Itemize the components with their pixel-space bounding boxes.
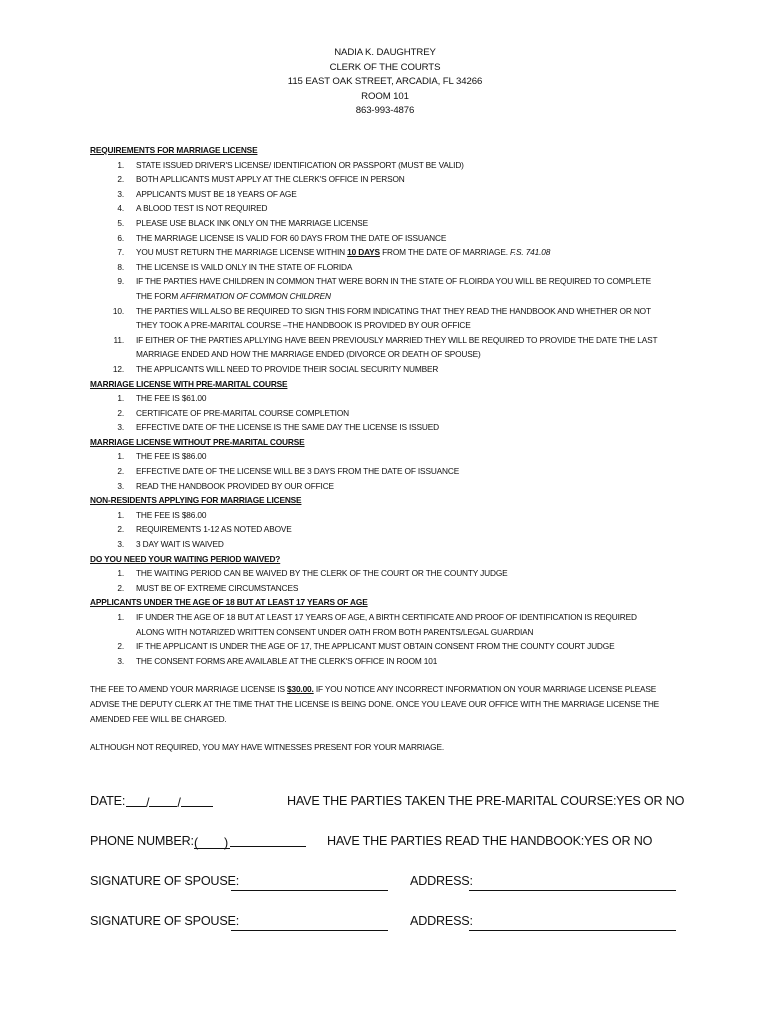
- list-item: 2. IF THE APPLICANT IS UNDER THE AGE OF 17, THE APPLICANT MUST OBTAIN CONSENT FROM THE COUNTY COURT JUDGE: [117, 641, 615, 652]
- date-month-blank[interactable]: [126, 794, 146, 807]
- date-day-blank[interactable]: [149, 794, 177, 807]
- list-item: 1. THE FEE IS $86.00: [117, 451, 207, 462]
- section-heading-non-residents: NON-RESIDENTS APPLYING FOR MARRIAGE LICENSE: [90, 495, 302, 506]
- clerk-header: [0, 46, 770, 119]
- address-spouse-1-field[interactable]: [469, 878, 676, 891]
- premarital-course-yes-or-no[interactable]: YES OR NO: [616, 794, 685, 808]
- list-item: 12. THE APPLICANTS WILL NEED TO PROVIDE THEIR SOCIAL SECURITY NUMBER: [112, 363, 439, 374]
- phone-field[interactable]: [194, 834, 306, 850]
- list-item: 2. REQUIREMENTS 1-12 AS NOTED ABOVE: [117, 524, 292, 535]
- list-item: 1. THE FEE IS $86.00: [117, 509, 207, 520]
- list-item: 2. EFFECTIVE DATE OF THE LICENSE WILL BE 3 DAYS FROM THE DATE OF ISSUANCE: [117, 466, 460, 477]
- handbook-yes-or-no[interactable]: YES OR NO: [584, 834, 653, 848]
- list-item: 1. THE WAITING PERIOD CAN BE WAIVED BY THE CLERK OF THE COURT OR THE COUNTY JUDGE: [117, 568, 508, 579]
- return-deadline: 10 DAYS: [347, 247, 380, 258]
- section-heading-with-course: MARRIAGE LICENSE WITH PRE-MARITAL COURSE: [90, 378, 288, 389]
- list-item: 3. THE CONSENT FORMS ARE AVAILABLE AT THE CLERK'S OFFICE IN ROOM 101: [117, 655, 438, 666]
- phone-label: PHONE NUMBER:: [90, 834, 194, 848]
- form-name: AFFIRMATION OF COMMON CHILDREN: [180, 290, 331, 301]
- address-label: ADDRESS:: [410, 874, 473, 888]
- signature-spouse-1-field[interactable]: [231, 878, 388, 891]
- clerk-office: CLERK OF THE COURTS: [329, 61, 441, 73]
- list-item: 2. CERTIFICATE OF PRE-MARITAL COURSE COMPLETION: [117, 407, 349, 418]
- list-item: 2. MUST BE OF EXTREME CIRCUMSTANCES: [117, 582, 299, 593]
- address-label: ADDRESS:: [410, 914, 473, 928]
- list-item: 4. A BLOOD TEST IS NOT REQUIRED: [117, 203, 268, 214]
- requirements-content: [90, 143, 680, 755]
- section-heading-waiting-period: DO YOU NEED YOUR WAITING PERIOD WAIVED?: [90, 553, 281, 564]
- address-spouse-2-field[interactable]: [469, 918, 676, 931]
- amend-fee: $30.00.: [287, 684, 314, 695]
- date-field[interactable]: / /: [126, 794, 213, 810]
- area-code-blank[interactable]: ( ): [194, 836, 228, 850]
- clerk-street-address: 115 EAST OAK STREET, ARCADIA, FL 34266: [287, 76, 483, 87]
- amend-fee-paragraph: THE FEE TO AMEND YOUR MARRIAGE LICENSE IS $30.00. IF YOU NOTICE ANY INCORRECT INFORMATION ON YOUR MARRIAGE LICENSE PLEASE ADVISE THE DEPUTY CLERK AT THE TIME THAT THE LICENSE IS BEING DONE. ONCE YOU LEAVE OUR OFFICE WITH THE MARRIAGE LICENSE THE AMENDED FEE WILL BE CHARGED.: [90, 684, 660, 724]
- list-item: 5. PLEASE USE BLACK INK ONLY ON THE MARRIAGE LICENSE: [117, 217, 368, 228]
- signature-spouse-2-field[interactable]: [231, 918, 388, 931]
- list-item: 2. BOTH APLLICANTS MUST APPLY AT THE CLERK'S OFFICE IN PERSON: [117, 174, 405, 185]
- premarital-course-question: HAVE THE PARTIES TAKEN THE PRE-MARITAL COURSE:: [287, 794, 617, 808]
- phone-number-blank[interactable]: [230, 834, 306, 847]
- handbook-question: HAVE THE PARTIES READ THE HANDBOOK:: [327, 834, 585, 848]
- clerk-name: NADIA K. DAUGHTREY: [334, 47, 436, 58]
- list-item: 1. STATE ISSUED DRIVER'S LICENSE/ IDENTIFICATION OR PASSPORT (MUST BE VALID): [117, 159, 464, 170]
- section-heading-requirements: REQUIREMENTS FOR MARRIAGE LICENSE: [90, 145, 258, 155]
- list-item: 9. IF THE PARTIES HAVE CHILDREN IN COMMON THAT WERE BORN IN THE STATE OF FLOIRDA YOU WILL BE REQUIRED TO COMPLETE THE FORM AFFIRMATION OF COMMON CHILDREN: [117, 276, 652, 301]
- section-heading-without-course: MARRIAGE LICENSE WITHOUT PRE-MARITAL COURSE: [90, 436, 305, 447]
- list-item: 10. THE PARTIES WILL ALSO BE REQUIRED TO SIGN THIS FORM INDICATING THAT THEY READ THE HANDBOOK AND WHETHER OR NOT THEY TOOK A PRE-MARITAL COURSE –THE HANDBOOK IS PROVIDED BY OUR OFFICE: [112, 305, 651, 331]
- signature-label: SIGNATURE OF SPOUSE:: [90, 914, 240, 928]
- list-item: 6. THE MARRIAGE LICENSE IS VALID FOR 60 DAYS FROM THE DATE OF ISSUANCE: [117, 232, 447, 243]
- list-item: 8. THE LICENSE IS VAILD ONLY IN THE STATE OF FLORIDA: [117, 261, 353, 272]
- list-item: 3. READ THE HANDBOOK PROVIDED BY OUR OFFICE: [117, 480, 334, 491]
- list-item: 3. APPLICANTS MUST BE 18 YEARS OF AGE: [117, 188, 297, 199]
- clerk-room: ROOM 101: [361, 90, 409, 102]
- list-item: 11. IF EITHER OF THE PARTIES APLLYING HAVE BEEN PREVIOUSLY MARRIED THEY WILL BE REQUIRED TO PROVIDE THE DATE THE LAST MARRIAGE ENDED AND HOW THE MARRIAGE ENDED (DIVORCE OR DEATH OF SPOUSE): [113, 334, 658, 360]
- list-item: 7. YOU MUST RETURN THE MARRIAGE LICENSE WITHIN 10 DAYS FROM THE DATE OF MARRIAGE. F.S. 741.08: [117, 247, 551, 258]
- statute-reference: F.S. 741.08: [510, 247, 551, 258]
- witnesses-paragraph: ALTHOUGH NOT REQUIRED, YOU MAY HAVE WITNESSES PRESENT FOR YOUR MARRIAGE.: [90, 742, 445, 753]
- list-item: 3. EFFECTIVE DATE OF THE LICENSE IS THE SAME DAY THE LICENSE IS ISSUED: [117, 422, 439, 433]
- list-item: 1. IF UNDER THE AGE OF 18 BUT AT LEAST 17 YEARS OF AGE, A BIRTH CERTIFICATE AND PROOF OF IDENTIFICATION IS REQUIRED ALONG WITH NOTARIZED WRITTEN CONSENT UNDER OATH FROM BOTH PARENTS/LEGAL GUARDIAN: [117, 612, 637, 637]
- signature-label: SIGNATURE OF SPOUSE:: [90, 874, 240, 888]
- clerk-phone: 863-993-4876: [355, 105, 415, 116]
- date-label: DATE:: [90, 794, 126, 808]
- list-item: 1. THE FEE IS $61.00: [117, 393, 207, 404]
- list-item: 3. 3 DAY WAIT IS WAIVED: [117, 539, 224, 550]
- section-heading-under-age: APPLICANTS UNDER THE AGE OF 18 BUT AT LEAST 17 YEARS OF AGE: [90, 597, 368, 608]
- date-year-blank[interactable]: [181, 794, 213, 807]
